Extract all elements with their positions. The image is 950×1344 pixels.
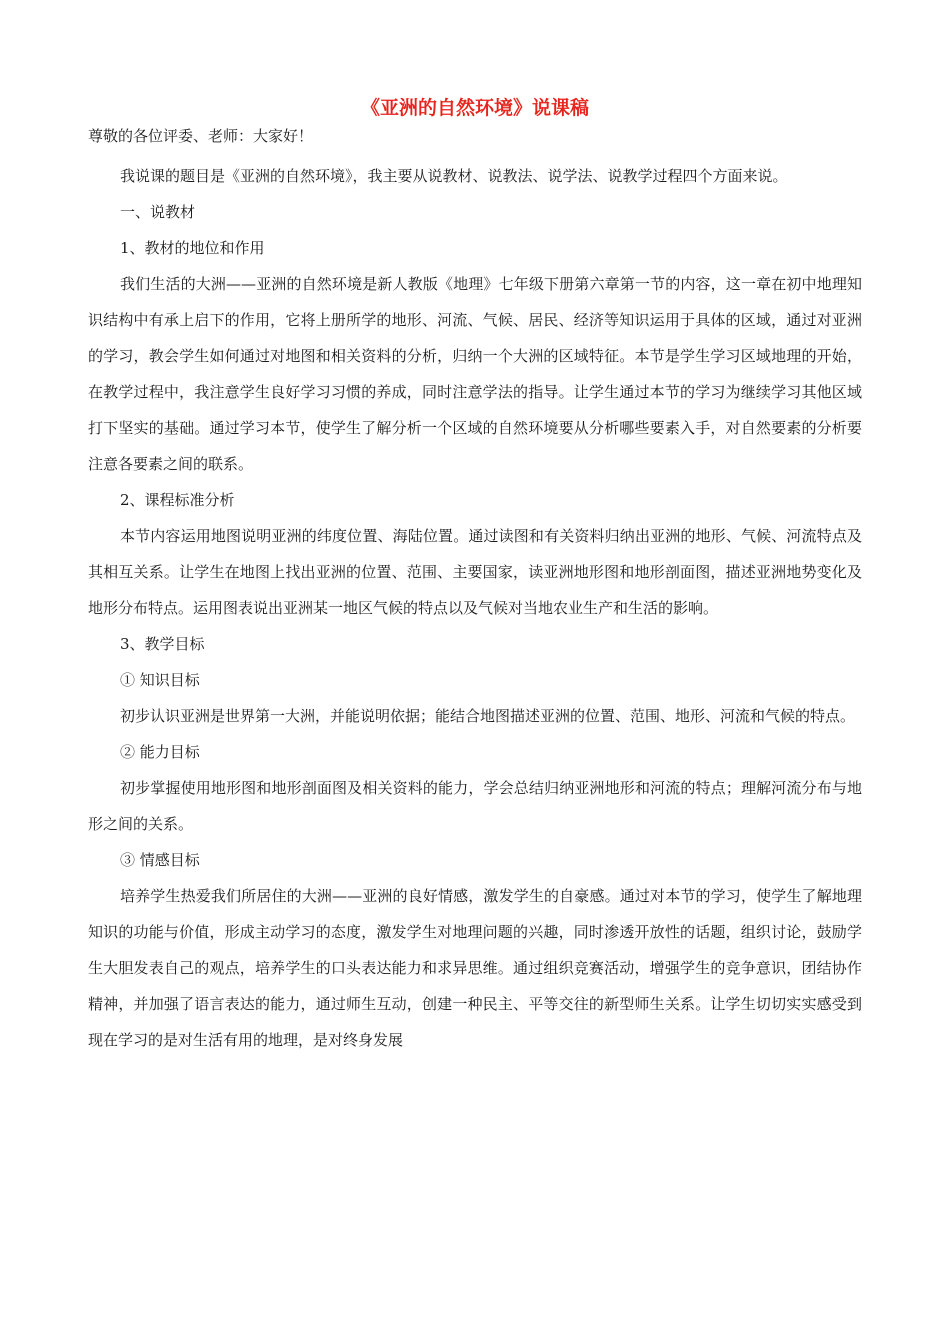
goal-heading-ability: ② 能力目标 [120,743,200,761]
paragraph-textbook-role: 我们生活的大洲——亚洲的自然环境是新人教版《地理》七年级下册第六章第一节的内容，这一章在初中地理知识结构中有承上启下的作用，它将上册所学的地形、河流、气候、居民、经济等知识运用于具体的区域，通过对亚洲的学习，教会学生如何通过对地图和相关资料的分析，归纳一个大洲的区域特征。本节是学生学习区域地理的开始，在教学过程中，我注意学生良好学习习惯的养成，同时注意学法的指导。让学生通过本节的学习为继续学习其他区域打下坚实的基础。通过学习本节，使学生了解分析一个区域的自然环境要从分析哪些要素入手，对自然要素的分析要注意各要素之间的联系。 [88,275,862,473]
goal-heading-knowledge: ① 知识目标 [120,671,200,689]
subheading-teaching-goals: 3、教学目标 [120,635,205,653]
paragraph-curriculum-standard: 本节内容运用地图说明亚洲的纬度位置、海陆位置。通过读图和有关资料归纳出亚洲的地形、气候、河流特点及其相互关系。让学生在地图上找出亚洲的位置、范围、主要国家，读亚洲地形图和地形剖面图，描述亚洲地势变化及地形分布特点。运用图表说出亚洲某一地区气候的特点以及气候对当地农业生产和生活的影响。 [88,527,862,617]
subheading-textbook-role: 1、教材的地位和作用 [120,239,265,257]
goal-text-knowledge: 初步认识亚洲是世界第一大洲，并能说明依据；能结合地图描述亚洲的位置、范围、地形、河流和气候的特点。 [120,707,856,725]
greeting: 尊敬的各位评委、老师：大家好！ [88,127,314,145]
document-title: 《亚洲的自然环境》说课稿 [360,97,589,119]
section-heading-textbook: 一、说教材 [120,203,196,221]
goal-text-ability: 初步掌握使用地形图和地形剖面图及相关资料的能力，学会总结归纳亚洲地形和河流的特点；理解河流分布与地形之间的关系。 [88,779,862,833]
goal-heading-emotion: ③ 情感目标 [120,851,200,869]
subheading-curriculum-standard: 2、课程标准分析 [120,491,235,509]
intro-paragraph: 我说课的题目是《亚洲的自然环境》，我主要从说教材、说教法、说学法、说教学过程四个方面来说。 [120,167,788,185]
goal-text-emotion: 培养学生热爱我们所居住的大洲——亚洲的良好情感，激发学生的自豪感。通过对本节的学习，使学生了解地理知识的功能与价值，形成主动学习的态度，激发学生对地理问题的兴趣，同时渗透开放性的话题，组织讨论，鼓励学生大胆发表自己的观点，培养学生的口头表达能力和求异思维。通过组织竞赛活动，增强学生的竞争意识，团结协作精神，并加强了语言表达的能力，通过师生互动，创建一种民主、平等交往的新型师生关系。让学生切切实实感受到现在学习的是对生活有用的地理，是对终身发展 [88,887,862,1049]
